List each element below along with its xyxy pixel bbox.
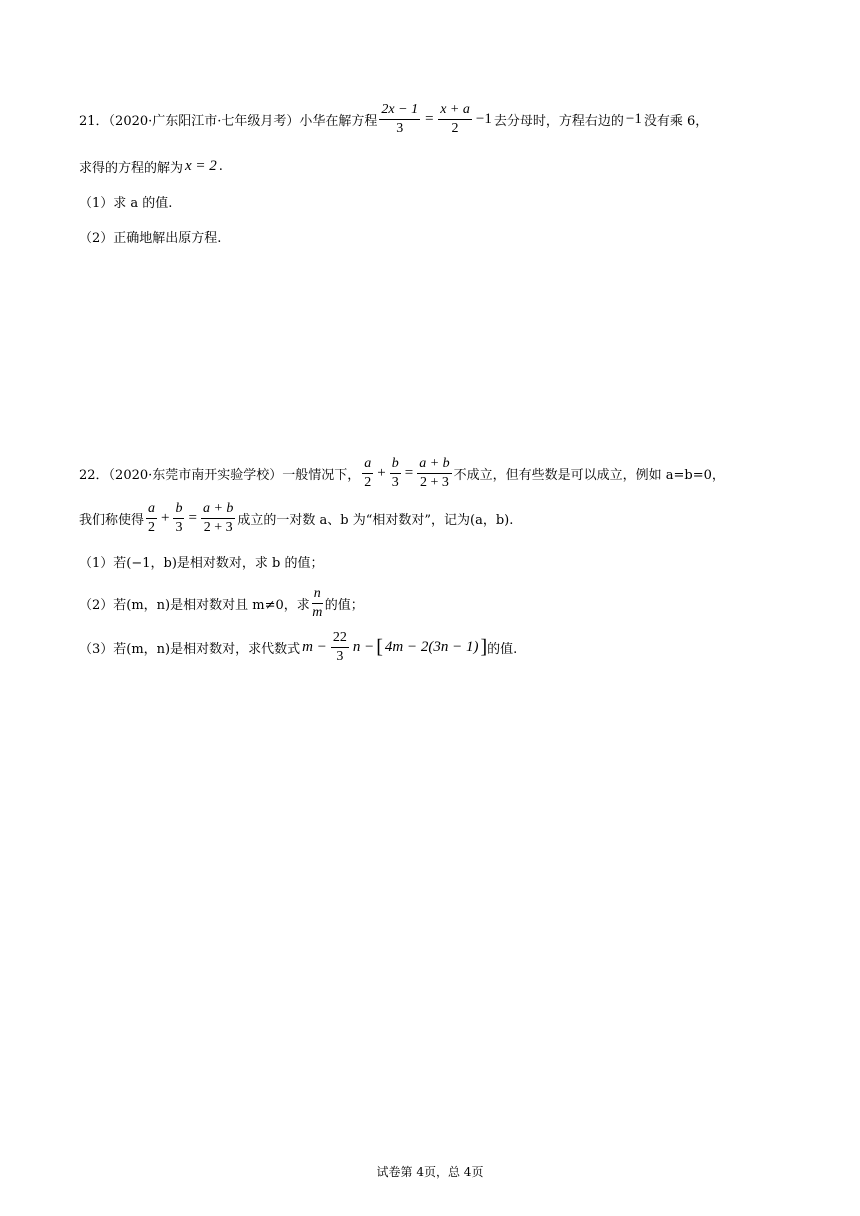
q22-part2-frac-n-over-m	[312, 587, 323, 620]
q22-line2-plus: +	[161, 510, 170, 526]
q22-part3-prefix: （3）若(m，n)是相对数对，求代数式	[79, 642, 301, 657]
q21-prefix: 21．（2020·广东阳江市·七年级月考）小华在解方程	[79, 114, 378, 129]
q22-part3-denominator: 3	[336, 649, 344, 664]
q22-line2-frac-a-over-2	[146, 502, 157, 535]
q22-l2-f2-denominator: 3	[175, 520, 183, 535]
q22-f1-denominator: 2	[364, 475, 372, 490]
q22-part2	[79, 587, 364, 620]
q22-part3-frac-22-over-3	[331, 631, 349, 664]
q22-line2	[79, 502, 513, 535]
q22-f3-numerator: a + b	[417, 457, 451, 474]
q22-line2-equals: =	[188, 510, 197, 526]
q21-line2	[79, 157, 223, 176]
q22-line2-prefix: 我们称使得	[79, 513, 145, 528]
q21-equals: =	[424, 111, 435, 127]
q22-part3-inner: 4m − 2(3n − 1)	[384, 639, 479, 655]
q21-frac1-numerator: 2x − 1	[379, 103, 420, 120]
q22-part3-numerator: 22	[331, 631, 349, 648]
q21-line1	[79, 103, 708, 136]
q22-frac-sum	[417, 457, 451, 490]
q22-f2-numerator: b	[390, 457, 401, 474]
q22-frac-b-over-3	[390, 457, 401, 490]
q22-line2-frac-sum	[201, 502, 235, 535]
q22-prefix: 22．（2020·东莞市南开实验学校）一般情况下，	[79, 468, 361, 483]
q22-part3-n: n −	[352, 639, 375, 655]
q22-part2-numerator: n	[312, 587, 323, 604]
q22-part2-denominator: m	[312, 605, 323, 620]
q22-l2-f2-numerator: b	[173, 502, 184, 519]
q21-frac1-denominator: 3	[396, 121, 404, 136]
q22-part3	[79, 631, 517, 664]
q22-line1	[79, 457, 725, 490]
q22-part3-m: m −	[302, 639, 327, 655]
page-footer: 试卷第 4页，总 4页	[376, 1165, 484, 1179]
q22-part3-suffix: 的值.	[487, 642, 518, 657]
q22-plus: +	[377, 465, 386, 481]
q21-minus-one: −1	[475, 111, 492, 127]
q21-part1: （1）求 a 的值.	[79, 196, 173, 211]
q22-suffix: 不成立，但有些数是可以成立，例如 a=b=0，	[453, 468, 725, 483]
q22-part3-bracket-open: [	[376, 636, 383, 658]
q22-line2-suffix: 成立的一对数 a、b 为“相对数对”，记为(a，b).	[237, 513, 514, 528]
q22-l2-f1-denominator: 2	[148, 520, 156, 535]
q22-f2-denominator: 3	[391, 475, 399, 490]
q21-fraction-left	[379, 103, 420, 136]
q22-l2-f3-numerator: a + b	[201, 502, 235, 519]
q21-line2-end: .	[218, 159, 223, 174]
q21-neg-one: −1	[625, 111, 642, 127]
q21-fraction-right	[438, 103, 472, 136]
q22-f1-numerator: a	[362, 457, 373, 474]
q22-part3-bracket-close: ]	[480, 636, 488, 658]
q21-part2: （2）正确地解出原方程.	[79, 231, 222, 246]
q21-suffix: 没有乘 6，	[643, 114, 709, 129]
q22-line2-frac-b-over-3	[173, 502, 184, 535]
q22-l2-f1-numerator: a	[146, 502, 157, 519]
q22-part2-suffix: 的值；	[324, 598, 364, 613]
q21-frac2-denominator: 2	[451, 121, 459, 136]
q21-line2-text: 求得的方程的解为	[79, 161, 184, 176]
q22-f3-denominator: 2 + 3	[419, 475, 449, 490]
q22-frac-a-over-2	[362, 457, 373, 490]
q22-part1: （1）若(−1，b)是相对数对，求 b 的值；	[79, 556, 324, 571]
q21-mid-text: 去分母时，方程右边的	[493, 114, 624, 129]
q22-equals: =	[404, 465, 414, 481]
q22-part2-prefix: （2）若(m，n)是相对数对且 m≠0，求	[79, 598, 310, 613]
q21-solution: x = 2	[185, 158, 217, 174]
q22-l2-f3-denominator: 2 + 3	[203, 520, 233, 535]
q21-frac2-numerator: x + a	[438, 103, 472, 120]
